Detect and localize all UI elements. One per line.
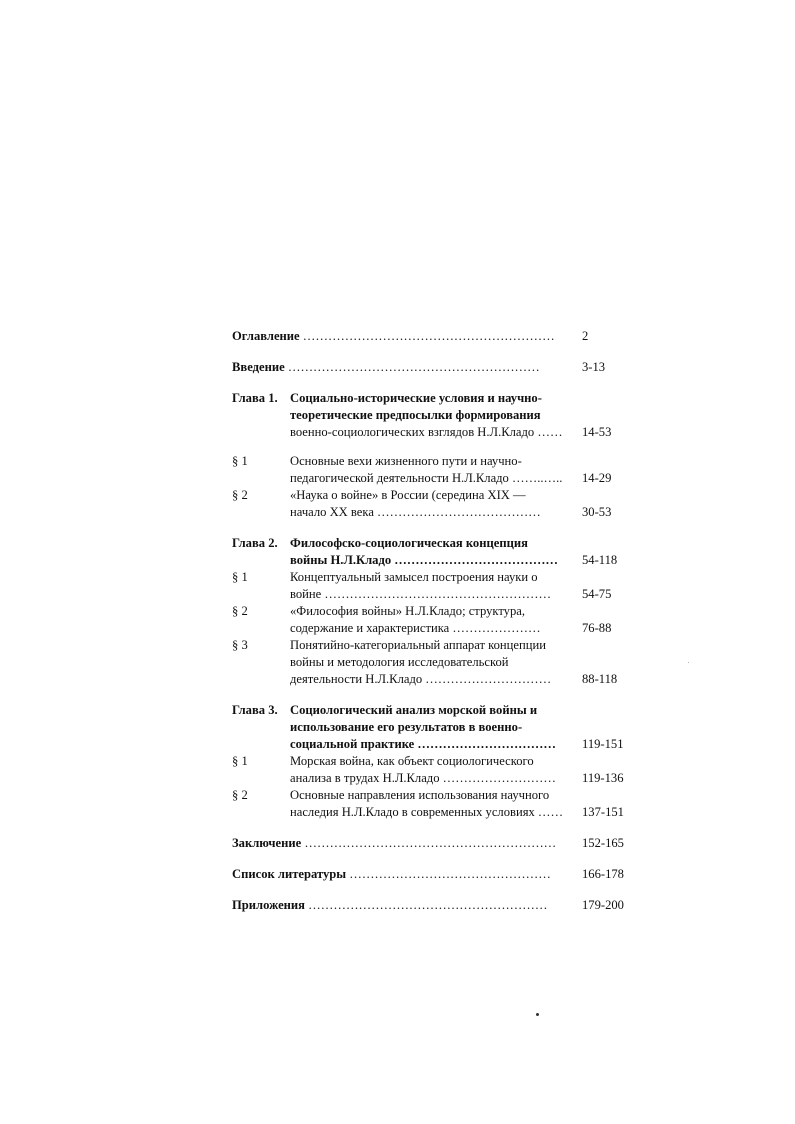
toc-section <box>232 787 632 821</box>
section-title-line: Основные вехи жизненного пути и научно- <box>290 454 522 468</box>
dot-leader: ………………………………………… <box>349 867 551 881</box>
chapter-title-line: теоретические предпосылки формирования <box>290 408 541 422</box>
section-label: § 1 <box>232 454 248 468</box>
section-title-line: Морская война, как объект социологического <box>290 754 534 768</box>
toc-entry-zakluchenie <box>232 835 632 852</box>
scan-speck <box>536 1013 539 1016</box>
section-title-line: «Наука о войне» в России (середина XIX — <box>290 488 526 502</box>
page-number: 166-178 <box>582 867 624 881</box>
page-number: 14-53 <box>582 425 612 439</box>
section-title-line: содержание и характеристика ………………… <box>290 621 541 635</box>
toc-entry-literatura <box>232 866 632 883</box>
chapter-title-line: социальной практике …………………………… <box>290 737 556 751</box>
page-number: 2 <box>582 329 589 343</box>
section-title-line: «Философия войны» Н.Л.Кладо; структура, <box>290 604 526 618</box>
page-number: 88-118 <box>582 672 618 686</box>
toc-chapter-2 <box>232 535 632 569</box>
entry-title: Введение <box>232 360 285 374</box>
chapter-title-line: использование его результатов в военно- <box>290 720 523 734</box>
entry-title: Оглавление <box>232 329 300 343</box>
section-label: § 2 <box>232 788 248 802</box>
page-number: 54-118 <box>582 553 618 567</box>
entry-title: Приложения <box>232 898 305 912</box>
toc-section <box>232 453 632 487</box>
chapter-title-line: Социологический анализ морской войны и <box>290 703 538 717</box>
section-label: § 2 <box>232 488 248 502</box>
section-label: § 1 <box>232 570 248 584</box>
section-title-line: анализа в трудах Н.Л.Кладо ……………………… <box>290 771 556 785</box>
toc-entry-vvedenie <box>232 359 632 376</box>
section-title-line: войны и методология исследовательской <box>290 655 509 669</box>
section-title-line: Понятийно-категориальный аппарат концепции <box>290 638 546 652</box>
entry-title: Заключение <box>232 836 302 850</box>
page-number: 3-13 <box>582 360 606 374</box>
scan-speck <box>688 662 689 663</box>
section-title-line: педагогической деятельности Н.Л.Кладо ……..….. <box>290 471 563 485</box>
section-title-line: Концептуальный замысел построения науки о <box>290 570 538 584</box>
toc-section <box>232 637 632 688</box>
toc-chapter-3 <box>232 702 632 753</box>
toc-section <box>232 603 632 637</box>
page-number: 76-88 <box>582 621 612 635</box>
section-label: § 3 <box>232 638 248 652</box>
chapter-title-line: Социально-исторические условия и научно- <box>290 391 542 405</box>
entry-title: Список литературы <box>232 867 347 881</box>
section-label: § 2 <box>232 604 248 618</box>
chapter-title-line: Философско-социологическая концепция <box>290 536 528 550</box>
chapter-title-line: военно-социологических взглядов Н.Л.Кладо …… <box>290 425 563 439</box>
page-number: 30-53 <box>582 505 612 519</box>
table-of-contents <box>232 328 632 914</box>
toc-chapter-1 <box>232 390 632 441</box>
section-title-line: войне ……………………………………………… <box>290 587 552 601</box>
dot-leader: …………………………………………………… <box>287 360 540 374</box>
section-title-line: наследия Н.Л.Кладо в современных условиях …… <box>290 805 564 819</box>
section-title-line: деятельности Н.Л.Кладо ………………………… <box>290 672 552 686</box>
page-number: 119-136 <box>582 771 624 785</box>
section-title-line: Основные направления использования научного <box>290 788 550 802</box>
page-number: 119-151 <box>582 737 624 751</box>
toc-entry-oglavlenie <box>232 328 632 345</box>
chapter-title-line: войны Н.Л.Кладо ………………………………… <box>290 553 559 567</box>
section-title-line: начало XX века ………………………………… <box>290 505 541 519</box>
toc-entry-prilozhenia <box>232 897 632 914</box>
page-number: 137-151 <box>582 805 624 819</box>
chapter-label: Глава 1. <box>232 391 278 405</box>
page-number: 54-75 <box>582 587 612 601</box>
page-number: 152-165 <box>582 836 624 850</box>
page-number: 179-200 <box>582 898 624 912</box>
page-number: 14-29 <box>582 471 612 485</box>
chapter-label: Глава 3. <box>232 703 278 717</box>
dot-leader: ………………………………………………… <box>308 898 548 912</box>
toc-section <box>232 569 632 603</box>
toc-section <box>232 753 632 787</box>
dot-leader: …………………………………………………… <box>302 329 555 343</box>
dot-leader: …………………………………………………… <box>304 836 557 850</box>
toc-section <box>232 487 632 521</box>
section-label: § 1 <box>232 754 248 768</box>
chapter-label: Глава 2. <box>232 536 278 550</box>
